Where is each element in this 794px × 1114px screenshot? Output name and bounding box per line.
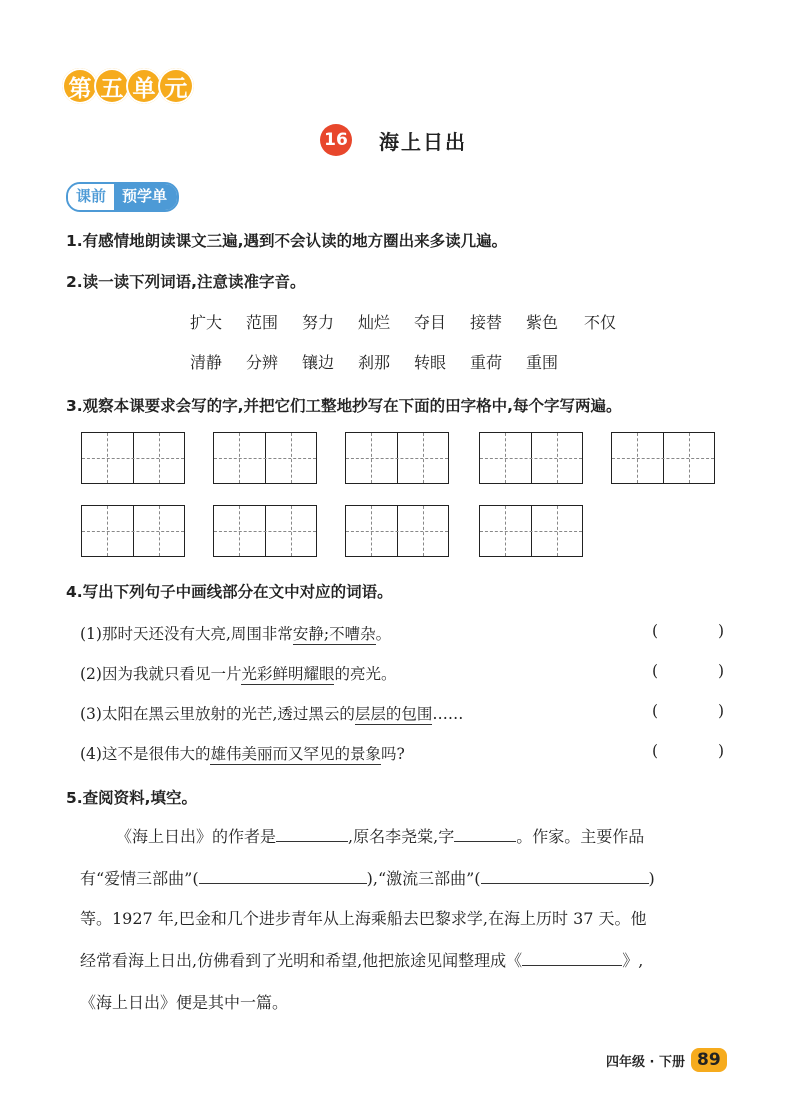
underlined-phrase: 光彩鲜明耀眼 [241,665,335,683]
lesson-number-badge: 16 [320,124,352,156]
answer-paren-close: ) [718,742,725,760]
writing-box[interactable] [479,432,583,484]
word: 紫色 [526,313,559,332]
question-3: 3.观察本课要求会写的字,并把它们工整地抄写在下面的田字格中,每个字写两遍。 [66,397,622,415]
fill-blank[interactable] [522,951,622,966]
question-5: 5.查阅资料,填空。 [66,789,198,807]
para-text: ) [648,869,655,888]
answer-paren-open: ( [652,742,659,760]
answer-paren-close: ) [718,622,725,640]
sentence-text: …… [432,705,464,723]
para-text: 有“爱情三部曲”( [80,869,199,888]
fill-blank[interactable] [199,869,367,884]
question-2: 2.读一读下列词语,注意读准字音。 [66,273,306,291]
unit-char: 单 [126,68,162,104]
lesson-title: 海上日出 [379,129,467,154]
word: 镶边 [302,353,335,372]
sentence-text: (3)太阳在黑云里放射的光芒,透过黑云的 [80,705,355,723]
word: 努力 [302,313,335,332]
para-text: 经常看海上日出,仿佛看到了光明和希望,他把旅途见闻整理成《 [80,951,523,970]
word: 重围 [526,353,559,372]
word: 接替 [470,313,503,332]
writing-box[interactable] [213,505,317,557]
unit-badge [62,66,190,106]
answer-paren-close: ) [718,662,725,680]
section-tag-left: 课前 [68,184,114,210]
writing-box[interactable] [81,432,185,484]
answer-paren-open: ( [652,622,659,640]
underlined-phrase: 安静;不嘈杂 [292,625,376,643]
writing-box[interactable] [479,505,583,557]
answer-paren-open: ( [652,662,659,680]
sentence-text: 的亮光。 [334,665,397,683]
fill-blank[interactable] [276,827,348,842]
fill-blank[interactable] [454,827,516,842]
paragraph-line-3: 等。1927 年,巴金和几个进步青年从上海乘船去巴黎求学,在海上历时 37 天。他 [80,909,647,928]
sentence-2 [80,662,397,684]
word: 转眼 [414,353,447,372]
word: 夺目 [414,313,447,332]
word: 刹那 [358,353,391,372]
writing-box[interactable] [213,432,317,484]
paragraph-line-5: 《海上日出》便是其中一篇。 [80,993,289,1012]
sentence-text: (4)这不是很伟大的 [80,745,211,763]
grade-label: 四年级 · 下册 [606,1054,685,1070]
unit-char: 五 [94,68,130,104]
sentence-text: (2)因为我就只看见一片 [80,665,242,683]
fill-blank[interactable] [481,869,649,884]
word: 扩大 [190,313,223,332]
unit-char: 第 [62,68,98,104]
answer-paren-open: ( [652,702,659,720]
writing-box[interactable] [345,432,449,484]
sentence-3 [80,702,463,724]
answer-paren-close: ) [718,702,725,720]
sentence-1 [80,622,391,644]
sentence-text: (1)那时天还没有大亮,周围非常 [80,625,293,643]
paragraph-line-2 [80,866,655,889]
underlined-phrase: 层层的包围 [354,705,433,723]
para-text: 《海上日出》的作者是 [116,827,277,846]
word: 灿烂 [358,313,391,332]
page-number: 89 [691,1048,727,1072]
writing-box[interactable] [81,505,185,557]
sentence-4 [80,742,405,764]
writing-box[interactable] [345,505,449,557]
para-text: 。作家。主要作品 [516,827,645,846]
underlined-phrase: 雄伟美丽而又罕见的景象 [210,745,381,763]
word: 清静 [190,353,223,372]
sentence-text: 吗? [380,745,405,763]
para-text: ),“激流三部曲”( [366,869,481,888]
section-tag-right: 预学单 [114,184,177,210]
question-1: 1.有感情地朗读课文三遍,遇到不会认读的地方圈出来多读几遍。 [66,232,508,250]
unit-char: 元 [158,68,194,104]
question-4: 4.写出下列句子中画线部分在文中对应的词语。 [66,583,393,601]
page-footer [606,1048,727,1072]
word: 重荷 [470,353,503,372]
word: 分辨 [246,353,279,372]
word: 不仅 [584,313,617,332]
lesson-heading [320,124,467,156]
writing-box[interactable] [611,432,715,484]
paragraph-line-4 [80,948,643,971]
para-text: 》, [622,951,644,970]
paragraph-line-1 [116,824,644,847]
sentence-text: 。 [375,625,392,643]
section-tag [66,182,179,212]
para-text: ,原名李尧棠,字 [348,827,455,846]
word: 范围 [246,313,279,332]
